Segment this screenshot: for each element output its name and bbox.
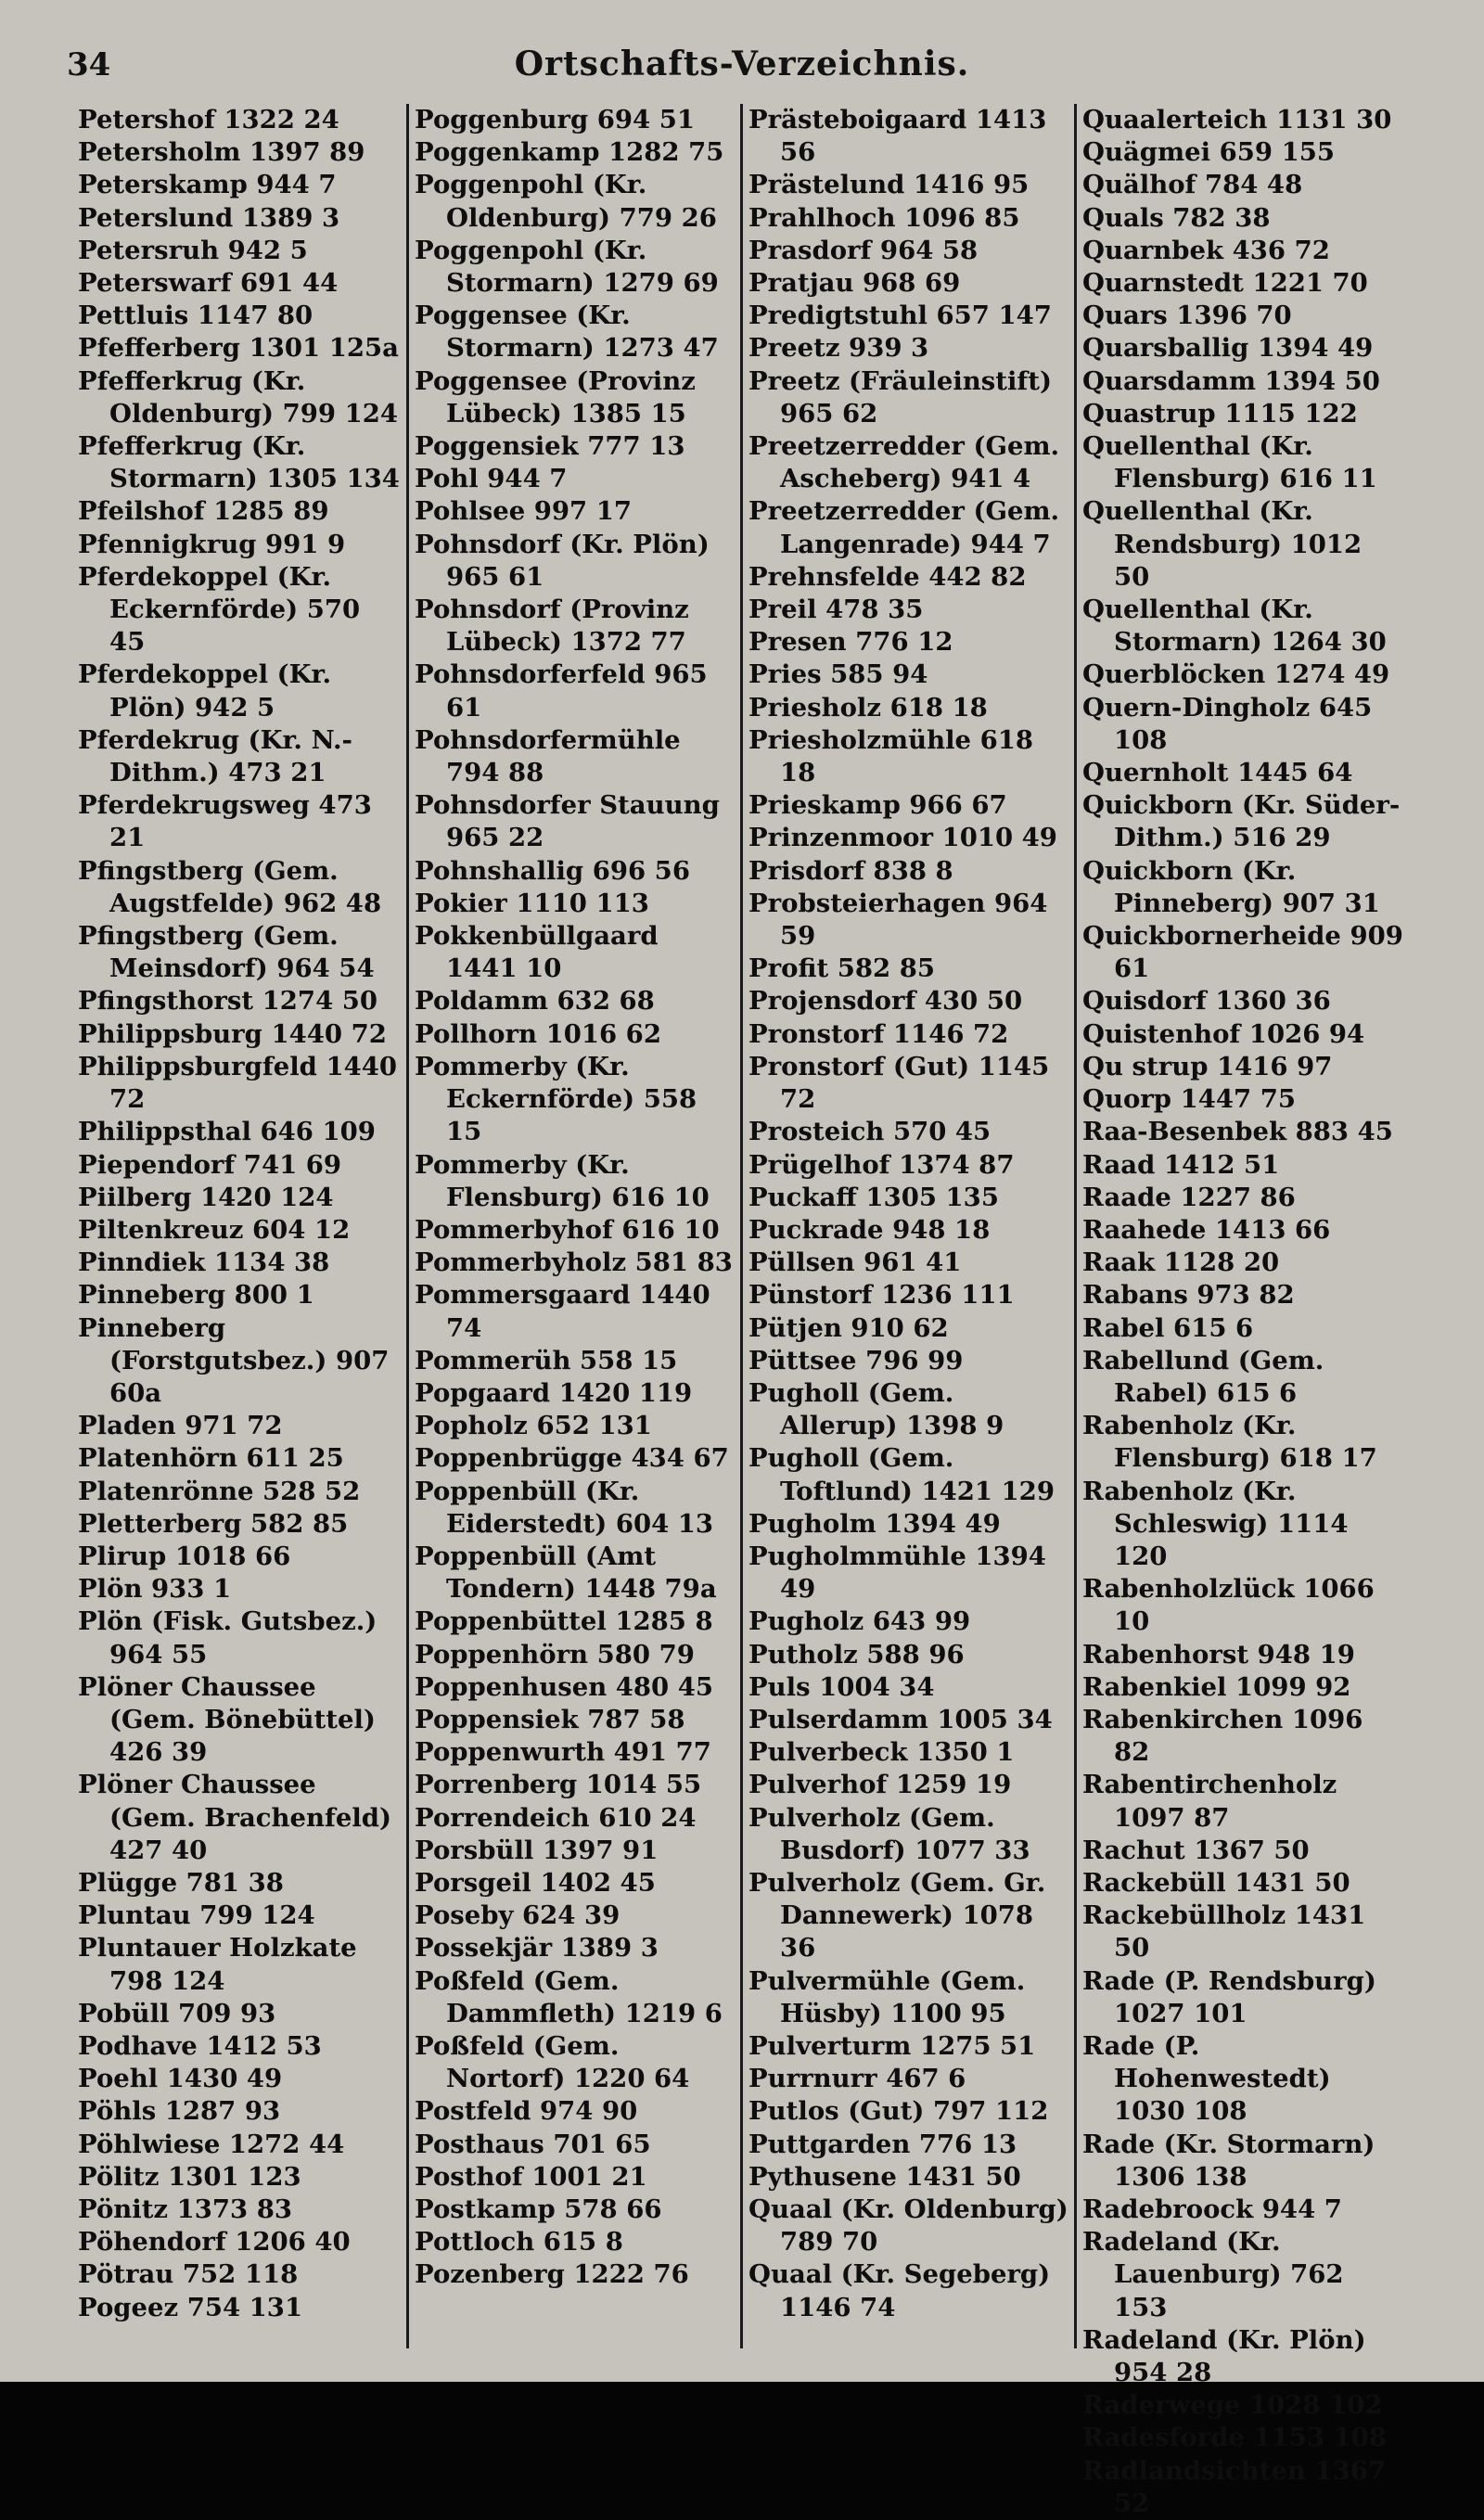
index-entry: Quellenthal (Kr. Stormarn) 1264 30 xyxy=(1082,595,1387,658)
index-entry: Rabenhorst 948 19 xyxy=(1082,1639,1355,1669)
index-entry: Querblöcken 1274 49 xyxy=(1082,659,1390,690)
index-entry: Porsgeil 1402 45 xyxy=(415,1867,656,1898)
index-entry: Quälhof 784 48 xyxy=(1082,170,1303,200)
index-entry: Postfeld 974 90 xyxy=(415,2096,638,2127)
index-entry: Poldamm 632 68 xyxy=(415,986,655,1017)
index-entry: Pfefferkrug (Kr. Oldenburg) 799 124 xyxy=(78,365,399,429)
index-entry: Pythusene 1431 50 xyxy=(748,2161,1021,2192)
index-entry: Rabel 615 6 xyxy=(1082,1312,1254,1343)
index-entry: Poggenburg 694 51 xyxy=(415,105,695,134)
index-entry: Pöhls 1287 93 xyxy=(78,2096,281,2127)
index-entry: Piltenkreuz 604 12 xyxy=(78,1214,351,1245)
index-entry: Pottloch 615 8 xyxy=(415,2227,623,2258)
index-entry: Quars 1396 70 xyxy=(1082,301,1292,331)
index-entry: Pogeez 754 131 xyxy=(78,2292,303,2322)
index-entry: Philippsthal 646 109 xyxy=(78,1117,376,1147)
index-entry: Quickborn (Kr. Pinneberg) 907 31 xyxy=(1082,855,1380,918)
index-entry: Poggensee (Kr. Stormarn) 1273 47 xyxy=(415,301,719,364)
index-entry: Pugholz 643 99 xyxy=(748,1606,971,1637)
index-entry: Poßfeld (Gem. Dammfleth) 1219 6 xyxy=(415,1965,723,2028)
index-entry: Pettluis 1147 80 xyxy=(78,301,313,331)
index-entry: Pobüll 709 93 xyxy=(78,1998,276,2028)
index-entry: Raa-Besenbek 883 45 xyxy=(1082,1117,1393,1147)
index-entry: Pokier 1110 113 xyxy=(415,888,649,918)
index-entry: Pohnsdorfermühle 794 88 xyxy=(415,724,681,788)
index-entry: Poppenbüttel 1285 8 xyxy=(415,1606,713,1637)
index-entry: Pfennigkrug 991 9 xyxy=(78,529,346,559)
index-entry: Putholz 588 96 xyxy=(748,1639,965,1669)
index-entry: Pfingstberg (Gem. Augstfelde) 962 48 xyxy=(78,855,382,918)
index-entry: Pulvermühle (Gem. Hüsby) 1100 95 xyxy=(748,1965,1026,2028)
page-title: Ortschafts-Verzeichnis. xyxy=(514,45,970,83)
index-entry: Philippsburg 1440 72 xyxy=(78,1018,387,1049)
index-entry: Predigtstuhl 657 147 xyxy=(748,301,1052,331)
index-entry: Pferdekoppel (Kr. Plön) 942 5 xyxy=(78,659,332,723)
index-entry: Pulserdamm 1005 34 xyxy=(748,1704,1053,1734)
index-entry: Pluntauer Holzkate 798 124 xyxy=(78,1933,357,1996)
index-entry: Quellenthal (Kr. Flensburg) 616 11 xyxy=(1082,431,1377,494)
index-entry: Platenrönne 528 52 xyxy=(78,1476,361,1506)
index-entry: Pöhlwiese 1272 44 xyxy=(78,2129,345,2159)
index-entry: Pugholl (Gem. Allerup) 1398 9 xyxy=(748,1377,1004,1441)
index-entry: Rabenkirchen 1096 82 xyxy=(1082,1704,1363,1768)
index-entry: Pünstorf 1236 111 xyxy=(748,1280,1015,1311)
index-entry: Poppensiek 787 58 xyxy=(415,1704,685,1734)
index-entry: Rabenholz (Kr. Schleswig) 1114 120 xyxy=(1082,1476,1349,1571)
index-entry: Quarnstedt 1221 70 xyxy=(1082,268,1368,299)
index-entry: Poppenhusen 480 45 xyxy=(415,1671,714,1702)
index-entry: Rackebüll 1431 50 xyxy=(1082,1867,1350,1898)
index-entry: Prosteich 570 45 xyxy=(748,1117,991,1147)
index-entry: Pohl 944 7 xyxy=(415,464,568,494)
index-entry: Quägmei 659 155 xyxy=(1082,137,1335,168)
index-entry: Pohnsdorf (Provinz Lübeck) 1372 77 xyxy=(415,595,689,658)
index-entry: Poppenhörn 580 79 xyxy=(415,1639,695,1669)
index-entry: Pohnsdorf (Kr. Plön) 965 61 xyxy=(415,529,710,592)
index-entry: Raderwege 1028 102 xyxy=(1082,2390,1383,2421)
index-entry: Peterslund 1389 3 xyxy=(78,202,340,233)
index-entry: Prügelhof 1374 87 xyxy=(748,1149,1015,1180)
index-entry: Prehnsfelde 442 82 xyxy=(748,561,1027,592)
index-entry: Preetz 939 3 xyxy=(748,333,929,364)
index-entry: Poppenbüll (Kr. Eiderstedt) 604 13 xyxy=(415,1476,714,1539)
index-entry: Radebroock 944 7 xyxy=(1082,2194,1342,2224)
index-entry: Puckaff 1305 135 xyxy=(748,1182,999,1212)
index-entry: Poggensiek 777 13 xyxy=(415,431,685,462)
index-entry: Pohnsdorfer Stauung 965 22 xyxy=(415,790,720,853)
index-entry: Preetz (Fräuleinstift) 965 62 xyxy=(748,365,1052,429)
index-entry: Rackebüllholz 1431 50 xyxy=(1082,1900,1366,1964)
index-entry: Raahede 1413 66 xyxy=(1082,1214,1331,1245)
index-entry: Quistenhof 1026 94 xyxy=(1082,1018,1365,1049)
index-entry: Quarsdamm 1394 50 xyxy=(1082,365,1380,396)
index-entry: Radeland (Kr. Lauenburg) 762 153 xyxy=(1082,2227,1344,2322)
index-entry: Rabenholz (Kr. Flensburg) 618 17 xyxy=(1082,1411,1377,1474)
index-entry: Pferdekrug (Kr. N.-Dithm.) 473 21 xyxy=(78,724,352,788)
index-entry: Pohlsee 997 17 xyxy=(415,496,633,527)
index-entry: Pollhorn 1016 62 xyxy=(415,1018,661,1049)
index-entry: Poßfeld (Gem. Nortorf) 1220 64 xyxy=(415,2030,690,2094)
index-entry: Radlandsichten 1367 52 xyxy=(1082,2455,1386,2518)
index-entry: Pulverbeck 1350 1 xyxy=(748,1737,1015,1768)
index-entry: Poppenbrügge 434 67 xyxy=(415,1443,729,1474)
index-entry: Radesforde 1153 108 xyxy=(1082,2423,1387,2453)
index-entry: Poehl 1430 49 xyxy=(78,2064,283,2094)
index-entry: Rachut 1367 50 xyxy=(1082,1835,1310,1865)
index-entry: Raad 1412 51 xyxy=(1082,1149,1280,1180)
index-entry: Pönitz 1373 83 xyxy=(78,2194,292,2224)
index-entry: Pratjau 968 69 xyxy=(748,268,961,299)
index-entry: Quaal (Kr. Segeberg) 1146 74 xyxy=(748,2259,1051,2322)
index-entry: Quernholt 1445 64 xyxy=(1082,758,1353,788)
index-columns xyxy=(72,104,1408,2518)
index-entry: Popholz 652 131 xyxy=(415,1411,652,1441)
index-entry: Preetzerredder (Gem. Langenrade) 944 7 xyxy=(748,496,1060,559)
index-entry: Rade (P. Rendsburg) 1027 101 xyxy=(1082,1965,1376,2028)
index-entry: Pugholl (Gem. Toftlund) 1421 129 xyxy=(748,1443,1055,1506)
index-entry: Piependorf 741 69 xyxy=(78,1149,342,1180)
index-entry: Presen 776 12 xyxy=(748,627,953,658)
index-entry: Raak 1128 20 xyxy=(1082,1247,1280,1278)
index-entry: Pinneberg 800 1 xyxy=(78,1280,314,1311)
index-entry: Pohnsdorferfeld 965 61 xyxy=(415,659,708,723)
index-entry: Petersholm 1397 89 xyxy=(78,137,365,168)
index-entry: Prinzenmoor 1010 49 xyxy=(748,823,1057,853)
index-entry: Pommerby (Kr. Flensburg) 616 10 xyxy=(415,1149,710,1212)
index-entry: Pommerbyhof 616 10 xyxy=(415,1214,720,1245)
index-entry: Prästeboigaard 1413 56 xyxy=(748,105,1047,168)
index-entry: Plön (Fisk. Gutsbez.) 964 55 xyxy=(78,1606,377,1669)
page-number: 34 xyxy=(67,46,111,83)
index-entry: Preil 478 35 xyxy=(748,595,924,625)
index-entry: Projensdorf 430 50 xyxy=(748,986,1023,1017)
index-entry: Rade (Kr. Stormarn) 1306 138 xyxy=(1082,2129,1375,2192)
index-entry: Plügge 781 38 xyxy=(78,1867,284,1898)
index-entry: Prasdorf 964 58 xyxy=(748,235,979,265)
index-entry: Putlos (Gut) 797 112 xyxy=(748,2096,1049,2127)
index-entry: Porsbüll 1397 91 xyxy=(415,1835,659,1865)
index-entry: Pölitz 1301 123 xyxy=(78,2161,301,2192)
index-entry: Quisdorf 1360 36 xyxy=(1082,986,1331,1017)
index-entry: Plön 933 1 xyxy=(78,1574,232,1605)
index-entry: Pohnshallig 696 56 xyxy=(415,855,690,886)
index-entry: Radeland (Kr. Plön) 954 28 xyxy=(1082,2324,1366,2388)
index-entry: Pinneberg (Forstgutsbez.) 907 60a xyxy=(78,1312,390,1408)
index-entry: Popgaard 1420 119 xyxy=(415,1377,693,1408)
index-entry: Rade (P. Hohenwestedt) 1030 108 xyxy=(1082,2030,1331,2127)
index-entry: Plirup 1018 66 xyxy=(78,1541,291,1571)
index-entry: Quaalerteich 1131 30 xyxy=(1082,105,1392,134)
index-entry: Pommerby (Kr. Eckernförde) 558 15 xyxy=(415,1051,697,1147)
index-entry: Poggensee (Provinz Lübeck) 1385 15 xyxy=(415,365,696,429)
index-entry: Pommersgaard 1440 74 xyxy=(415,1280,710,1343)
index-entry: Pluntau 799 124 xyxy=(78,1900,315,1931)
index-entry: Poggenpohl (Kr. Stormarn) 1279 69 xyxy=(415,235,719,299)
index-entry: Pfeilshof 1285 89 xyxy=(78,496,329,527)
index-entry: Podhave 1412 53 xyxy=(78,2030,322,2061)
index-entry: Quorp 1447 75 xyxy=(1082,1084,1296,1115)
index-entry: Quickbornerheide 909 61 xyxy=(1082,921,1403,984)
index-entry: Puttgarden 776 13 xyxy=(748,2129,1017,2159)
index-entry: Pütjen 910 62 xyxy=(748,1312,949,1343)
index-entry: Rabenholzlück 1066 10 xyxy=(1082,1574,1375,1637)
index-entry: Rabellund (Gem. Rabel) 615 6 xyxy=(1082,1345,1324,1408)
index-column-4 xyxy=(1074,104,1408,2518)
index-entry: Quastrup 1115 122 xyxy=(1082,398,1358,429)
index-entry: Pladen 971 72 xyxy=(78,1411,283,1441)
index-entry: Prieskamp 966 67 xyxy=(748,790,1007,821)
index-entry: Quarnbek 436 72 xyxy=(1082,235,1330,265)
index-entry: Petershof 1322 24 xyxy=(78,105,339,134)
index-column-2 xyxy=(406,104,740,2348)
index-entry: Rabans 973 82 xyxy=(1082,1280,1295,1311)
index-entry: Platenhörn 611 25 xyxy=(78,1443,344,1474)
index-entry: Qu strup 1416 97 xyxy=(1082,1051,1333,1081)
index-entry: Prahlhoch 1096 85 xyxy=(748,202,1020,233)
index-entry: Piilberg 1420 124 xyxy=(78,1182,334,1212)
index-entry: Postkamp 578 66 xyxy=(415,2194,662,2224)
index-entry: Pronstorf 1146 72 xyxy=(748,1018,1009,1049)
index-entry: Poggenpohl (Kr. Oldenburg) 779 26 xyxy=(415,170,717,233)
index-column-3 xyxy=(740,104,1074,2348)
index-entry: Rabenkiel 1099 92 xyxy=(1082,1671,1351,1702)
index-entry: Posthaus 701 65 xyxy=(415,2129,651,2159)
index-entry: Pozenberg 1222 76 xyxy=(415,2259,689,2290)
index-entry: Preetzerredder (Gem. Ascheberg) 941 4 xyxy=(748,431,1060,494)
index-entry: Peterswarf 691 44 xyxy=(78,268,339,299)
index-entry: Raade 1227 86 xyxy=(1082,1182,1296,1212)
index-entry: Püttsee 796 99 xyxy=(748,1345,964,1375)
index-entry: Pokkenbüllgaard 1441 10 xyxy=(415,921,659,984)
index-entry: Priesholzmühle 618 18 xyxy=(748,724,1033,788)
index-entry: Quaal (Kr. Oldenburg) 789 70 xyxy=(748,2194,1068,2258)
index-entry: Peterskamp 944 7 xyxy=(78,170,337,200)
index-entry: Pfingsthorst 1274 50 xyxy=(78,986,378,1017)
index-entry: Porrendeich 610 24 xyxy=(415,1802,697,1833)
index-entry: Poseby 624 39 xyxy=(415,1900,620,1931)
index-entry: Pfefferberg 1301 125a xyxy=(78,333,399,364)
index-entry: Pfefferkrug (Kr. Stormarn) 1305 134 xyxy=(78,431,400,494)
index-entry: Posthof 1001 21 xyxy=(415,2161,647,2192)
index-entry: Poppenbüll (Amt Tondern) 1448 79a xyxy=(415,1541,717,1605)
index-entry: Puls 1004 34 xyxy=(748,1671,935,1702)
index-entry: Prisdorf 838 8 xyxy=(748,855,953,886)
index-entry: Philippsburgfeld 1440 72 xyxy=(78,1051,398,1115)
index-entry: Püllsen 961 41 xyxy=(748,1247,962,1278)
index-entry: Profit 582 85 xyxy=(748,953,936,984)
index-entry: Porrenberg 1014 55 xyxy=(415,1770,702,1800)
index-entry: Pulverholz (Gem. Gr. Dannewerk) 1078 36 xyxy=(748,1867,1046,1964)
index-entry: Plöner Chaussee (Gem. Brachenfeld) 427 40 xyxy=(78,1770,392,1865)
index-entry: Pletterberg 582 85 xyxy=(78,1508,349,1539)
index-entry: Quern-Dingholz 645 108 xyxy=(1082,692,1373,755)
index-entry: Quickborn (Kr. Süder-Dithm.) 516 29 xyxy=(1082,790,1401,853)
index-entry: Purrnurr 467 6 xyxy=(748,2064,966,2094)
index-entry: Poppenwurth 491 77 xyxy=(415,1737,711,1768)
index-entry: Pommerüh 558 15 xyxy=(415,1345,678,1375)
index-entry: Poggenkamp 1282 75 xyxy=(415,137,724,168)
index-entry: Pronstorf (Gut) 1145 72 xyxy=(748,1051,1050,1115)
index-entry: Pötrau 752 118 xyxy=(78,2259,299,2290)
index-entry: Pulverturm 1275 51 xyxy=(748,2030,1036,2061)
index-entry: Pulverhof 1259 19 xyxy=(748,1770,1012,1800)
index-entry: Quals 782 38 xyxy=(1082,202,1271,233)
index-entry: Pugholm 1394 49 xyxy=(748,1508,1001,1539)
index-entry: Priesholz 618 18 xyxy=(748,692,988,723)
index-entry: Plöner Chaussee (Gem. Bönebüttel) 426 39 xyxy=(78,1671,376,1768)
index-entry: Puckrade 948 18 xyxy=(748,1214,991,1245)
index-entry: Prästelund 1416 95 xyxy=(748,170,1030,200)
index-entry: Pferdekrugsweg 473 21 xyxy=(78,790,372,853)
index-entry: Pöhendorf 1206 40 xyxy=(78,2227,351,2258)
index-entry: Pugholmmühle 1394 49 xyxy=(748,1541,1046,1605)
index-entry: Petersruh 942 5 xyxy=(78,235,308,265)
index-entry: Quellenthal (Kr. Rendsburg) 1012 50 xyxy=(1082,496,1362,592)
index-entry: Probsteierhagen 964 59 xyxy=(748,888,1048,952)
index-entry: Pfingstberg (Gem. Meinsdorf) 964 54 xyxy=(78,921,375,984)
index-entry: Pries 585 94 xyxy=(748,659,928,690)
index-entry: Pferdekoppel (Kr. Eckernförde) 570 45 xyxy=(78,561,361,658)
index-entry: Pinndiek 1134 38 xyxy=(78,1247,330,1278)
index-entry: Quarsballig 1394 49 xyxy=(1082,333,1374,364)
index-entry: Possekjär 1389 3 xyxy=(415,1933,659,1964)
index-entry: Rabentirchenholz 1097 87 xyxy=(1082,1770,1337,1833)
index-column-1 xyxy=(72,104,406,2348)
index-entry: Pommerbyholz 581 83 xyxy=(415,1247,733,1278)
index-entry: Pulverholz (Gem. Busdorf) 1077 33 xyxy=(748,1802,1030,1865)
